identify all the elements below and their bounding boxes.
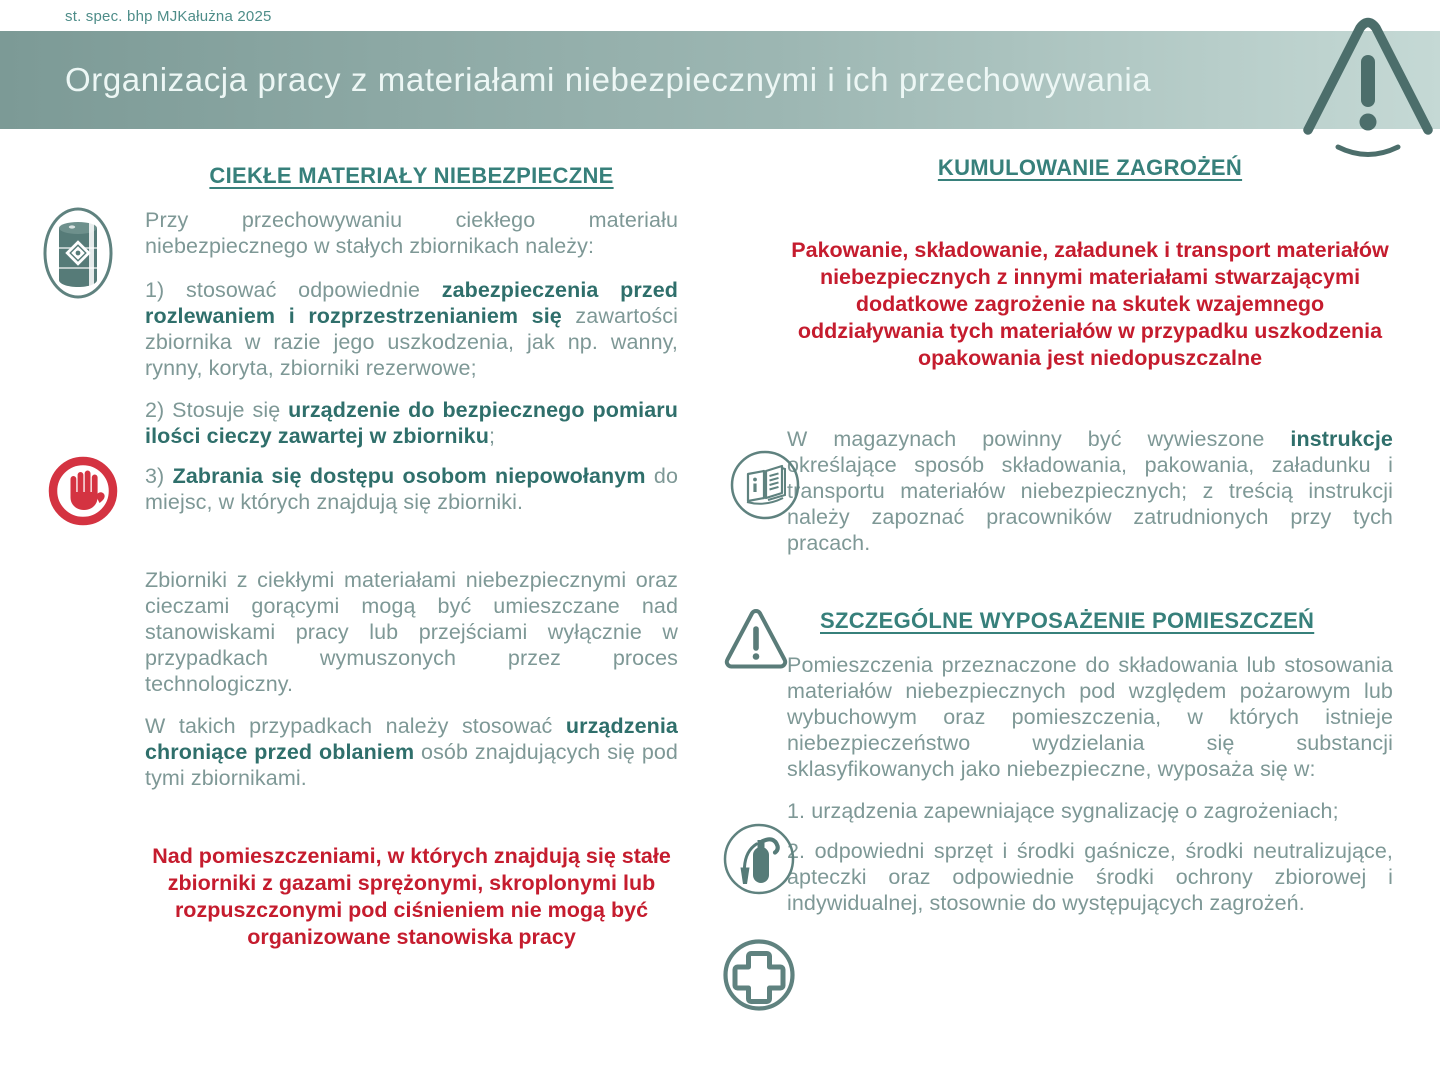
first-aid-cross-icon — [720, 936, 798, 1014]
stop-hand-icon — [46, 454, 120, 528]
paragraph: Zbiorniki z ciekłymi materiałami niebezpiecznymi oraz cieczami gorącymi mogą być umieszczane nad stanowiskami pracy lub przejściami wyłącznie w przypadkach wymuszonych przez proces technologiczny. — [145, 568, 678, 696]
credit-line: st. spec. bhp MJKałużna 2025 — [65, 8, 272, 25]
title-banner — [0, 31, 1440, 129]
paragraph: 3) Zabrania się dostępu osobom niepowołanym do miejsc, w których znajdują się zbiorniki. — [145, 464, 678, 514]
page-title: Organizacja pracy z materiałami niebezpiecznymi i ich przechowywania — [65, 61, 1152, 98]
fire-extinguisher-icon — [720, 820, 798, 898]
section-heading-liquid-materials: CIEKŁE MATERIAŁY NIEBEZPIECZNE — [209, 163, 614, 188]
right-column — [787, 155, 1393, 916]
hazard-barrel-icon — [42, 206, 114, 300]
section-heading-cumulating-hazards: KUMULOWANIE ZAGROŻEŃ — [937, 155, 1243, 180]
paragraph: Przy przechowywaniu ciekłego materiału niebezpiecznego w stałych zbiornikach należy: — [145, 208, 678, 258]
paragraph: 1) stosować odpowiednie zabezpieczenia przed rozlewaniem i rozprzestrzenianiem się zawartości zbiornika w razie jego uszkodzenia, jak np. wanny, rynny, koryta, zbiorniki rezerwowe; — [145, 278, 679, 380]
paragraph: 2) Stosuje się urządzenie do bezpiecznego pomiaru ilości cieczy zawartej w zbiorniku; — [145, 398, 678, 448]
paragraph: W takich przypadkach należy stosować urządzenia chroniące przed oblaniem osób znajdujących się pod tymi zbiornikami. — [145, 714, 678, 790]
list-item: 2. odpowiedni sprzęt i środki gaśnicze, środki neutralizujące, apteczki oraz odpowiednie środki ochrony zbiorowej i indywidualnej, stosownie do występujących zagrożeń. — [787, 839, 1393, 915]
section-heading-special-equipment: SZCZEGÓLNE WYPOSAŻENIE POMIESZCZEŃ — [820, 608, 1315, 633]
paragraph: W magazynach powinny być wywieszone instrukcje określające sposób składowania, pakowania, załadunku i transportu materiałów niebezpiecznych; z treścią instrukcji należy zapoznać pracowników zatrudnionych przy tych pracach. — [787, 427, 1393, 555]
left-column — [145, 163, 678, 951]
alert-text-gas-tanks: Nad pomieszczeniami, w których znajdują się stałe zbiorniki z gazami sprężonymi, skroplonymi lub rozpuszczonymi pod ciśnieniem nie mogą być organizowane stanowiska pracy — [152, 844, 671, 949]
instructions-book-icon — [728, 448, 802, 522]
paragraph: Pomieszczenia przeznaczone do składowania lub stosowania materiałów niebezpiecznych pod względem pożarowym lub wybuchowym oraz pomieszczenia, w których istnieje niebezpieczeństwo wydzielania się substancji sklasyfikowanych jako niebezpieczne, wyposaża się w: — [787, 653, 1393, 781]
warning-triangle-icon — [1288, 10, 1440, 162]
alert-text-packing: Pakowanie, składowanie, załadunek i transport materiałów niebezpiecznych z innymi materiałami stwarzającymi dodatkowe zagrożenie na skutek wzajemnego oddziaływania tych materiałów w przypadku uszkodzenia opakowania jest niedopuszczalne — [791, 238, 1389, 370]
warning-triangle-small-icon — [722, 606, 790, 670]
list-item: 1. urządzenia zapewniające sygnalizację o zagrożeniach; — [787, 799, 1339, 823]
